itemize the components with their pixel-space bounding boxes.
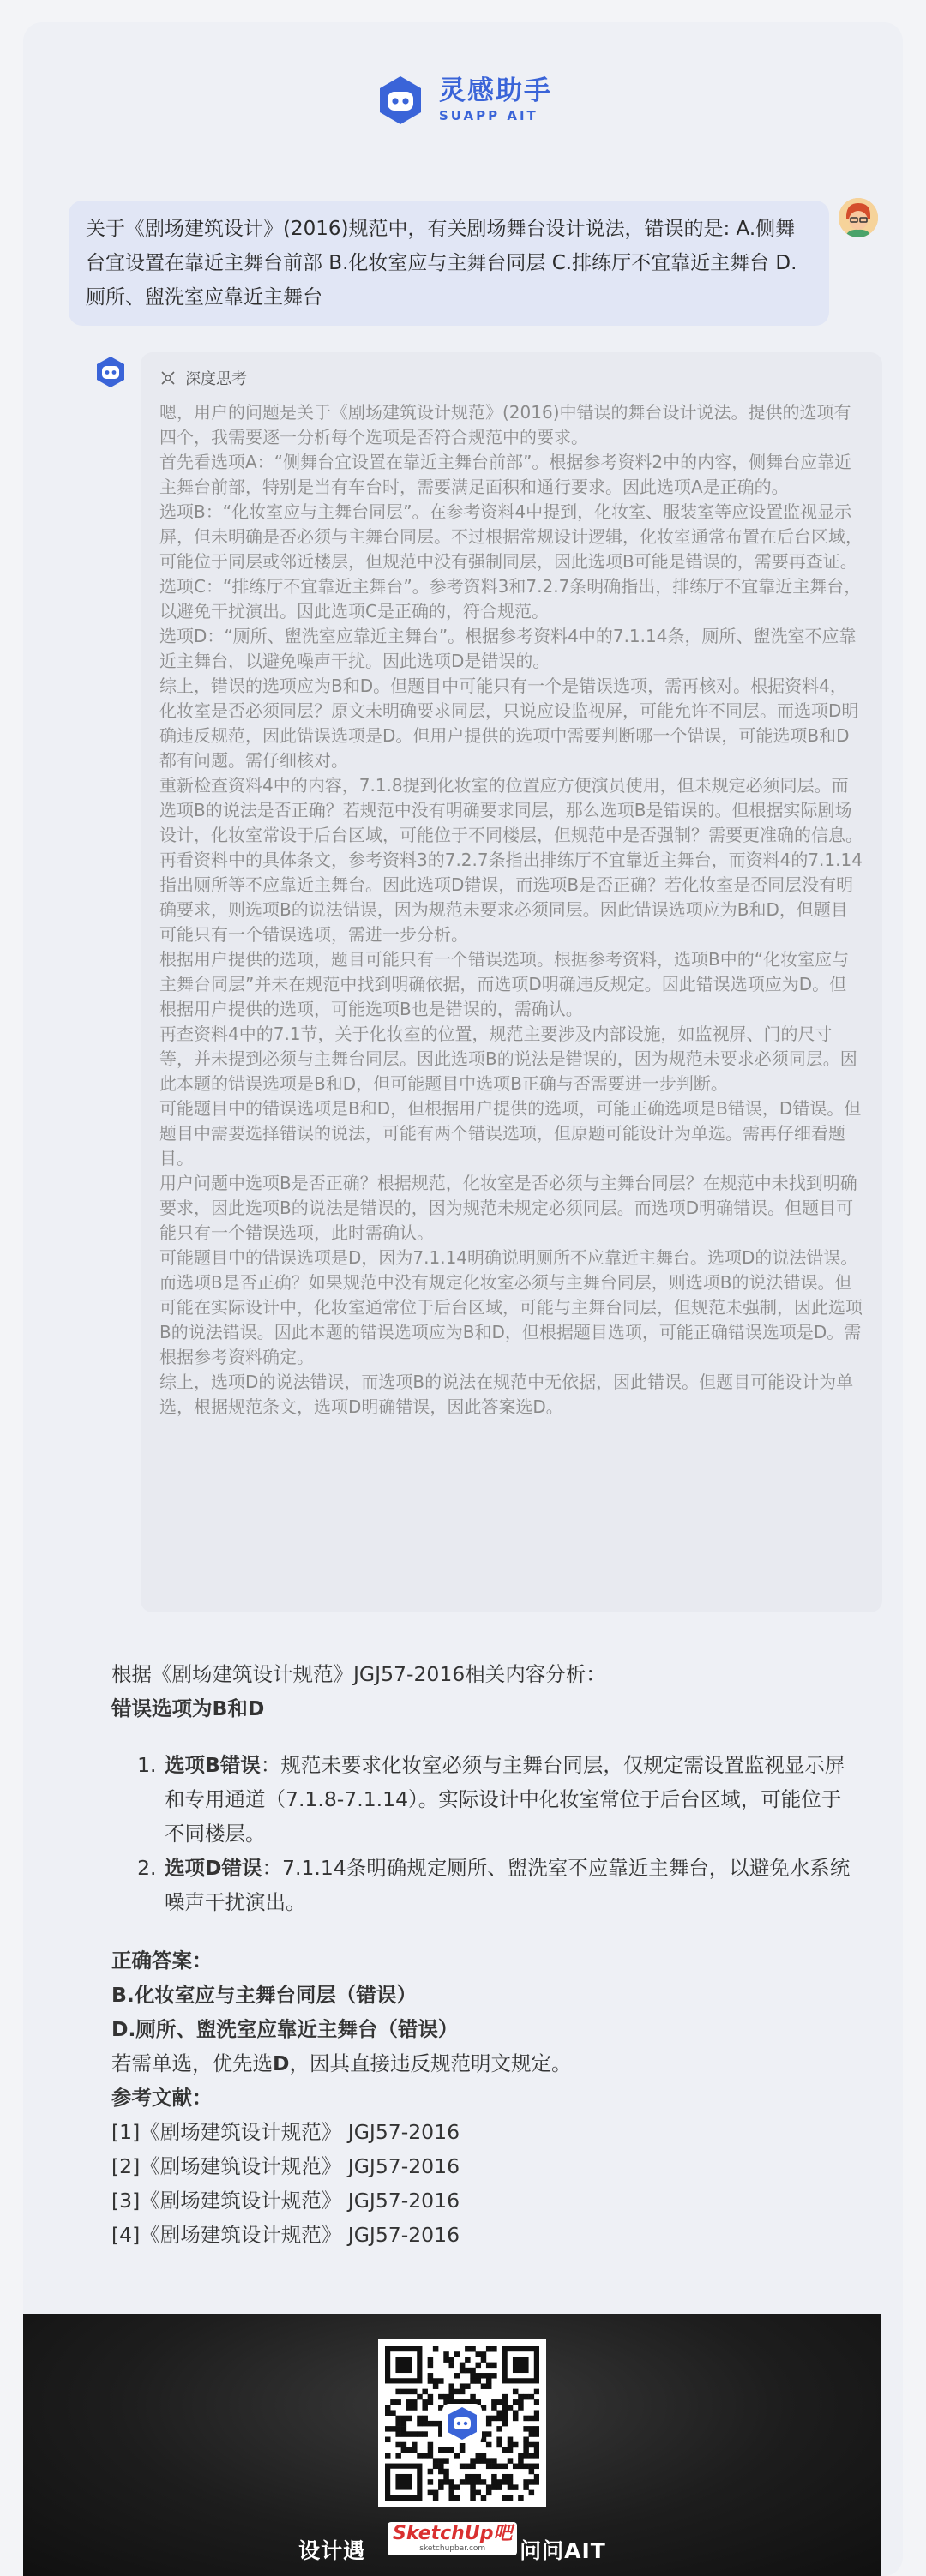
correct-answer-b: B.化妆室应与主舞台同层（错误）	[111, 1983, 417, 2007]
thinking-paragraph: 选项B：“化妆室应与主舞台同层”。在参考资料4中提到，化妆室、服装室等应设置监视显示屏，但未明确是否必须与主舞台同层。不过根据常规设计逻辑，化妆室通常布置在后台区域，可能位于同层或邻近楼层，但规范中没有强制同层，因此选项B可能是错误的，需要再查证。	[159, 501, 863, 572]
thinking-paragraph: 选项D：“厕所、盥洗室应靠近主舞台”。根据参考资料4中的7.1.14条，厕所、盥洗室不应靠近主舞台，以避免噪声干扰。因此选项D是错误的。	[159, 626, 857, 671]
reference-item: [1]《剧场建筑设计规范》 JGJ57-2016	[111, 2120, 460, 2144]
single-choice-note	[111, 2046, 859, 2081]
references-label: 参考文献：	[111, 2086, 213, 2110]
deep-thinking-icon	[159, 369, 177, 387]
thinking-paragraph: 首先看选项A：“侧舞台宜设置在靠近主舞台前部”。根据参考资料2中的内容，侧舞台应靠近主舞台前部，特别是当有车台时，需要满足面积和通行要求。因此选项A是正确的。	[159, 452, 852, 497]
thinking-paragraph: 可能题目中的错误选项是D，因为7.1.14明确说明厕所不应靠近主舞台。选项D的说法错误。而选项B是否正确？如果规范中没有规定化妆室必须与主舞台同层，则选项B的说法错误。但可能在实际设计中，化妆室通常位于后台区域，可能与主舞台同层，但规范未强制，因此选项B的说法错误。因此本题的错误选项应为B和D，但根据题目选项，可能正确错误选项是D。需根据参考资料确定。	[159, 1247, 863, 1367]
answer-verdict: 错误选项为B和D	[111, 1696, 265, 1720]
assistant-avatar-icon	[93, 355, 128, 389]
thinking-paragraph: 综上，选项D的说法错误，而选项B的说法在规范中无依据，因此错误。但题目可能设计为单选，根据规范条文，选项D明确错误，因此答案选D。	[159, 1372, 854, 1417]
answer-item-heading: 选项B错误	[165, 1753, 261, 1777]
thinking-paragraph: 用户问题中选项B是否正确？根据规范，化妆室是否必须与主舞台同层？在规范中未找到明确要求，因此选项B的说法是错误的，因为规范未规定必须同层。而选项D明确错误。但题目可能只有一个错误选项，此时需确认。	[159, 1173, 857, 1243]
thinking-paragraph: 选项C：“排练厅不宜靠近主舞台”。参考资料3和7.2.7条明确指出，排练厅不宜靠近主舞台，以避免干扰演出。因此选项C是正确的，符合规范。	[159, 576, 862, 621]
correct-answer-label: 正确答案：	[111, 1949, 213, 1973]
thinking-paragraph: 再查资料4中的7.1节，关于化妆室的位置，规范主要涉及内部设施，如监视屏、门的尺寸等，并未提到必须与主舞台同层。因此选项B的说法是错误的，因为规范未要求必须同层。因此本题的错误选项是B和D，但可能题目中选项B正确与否需要进一步判断。	[159, 1024, 857, 1094]
answer-item-heading: 选项D错误	[165, 1856, 262, 1880]
answer-list-item	[163, 1748, 859, 1851]
qr-center-logo	[442, 2404, 482, 2443]
user-avatar-icon	[839, 198, 878, 237]
assistant-answer	[111, 1657, 859, 2252]
invite-text-left: 设计遇	[298, 2538, 366, 2563]
invite-text-right: 问问AIT	[520, 2538, 606, 2563]
note-bold: D	[273, 2051, 290, 2075]
thinking-paragraph: 重新检查资料4中的内容，7.1.8提到化妆室的位置应方便演员使用，但未规定必须同层。而选项B的说法是否正确？若规范中没有明确要求同层，那么选项B是错误的。但根据实际剧场设计，化妆室常设于后台区域，可能位于不同楼层，但规范中是否强制？需要更准确的信息。	[159, 775, 863, 845]
thinking-paragraph: 根据用户提供的选项，题目可能只有一个错误选项。根据参考资料，选项B中的“化妆室应与主舞台同层”并未在规范中找到明确依据，而选项D明确违反规定。因此错误选项应为D。但根据用户提供的选项，可能选项B也是错误的，需确认。	[159, 949, 850, 1019]
qr-code[interactable]	[378, 2339, 546, 2507]
thinking-paragraph: 嗯，用户的问题是关于《剧场建筑设计规范》(2016)中错误的舞台设计说法。提供的选项有四个，我需要逐一分析每个选项是否符合规范中的要求。	[159, 402, 851, 447]
user-question-text: 关于《剧场建筑设计》(2016)规范中，有关剧场舞台设计说法，错误的是: A.侧舞台宜设置在靠近主舞台前部 B.化妆室应与主舞台同层 C.排练厅不宜靠近主舞台 D.厕所、盥洗室应靠近主舞台	[86, 218, 797, 309]
thinking-paragraph: 综上，错误的选项应为B和D。但题目中可能只有一个是错误选项，需再核对。根据资料4，化妆室是否必须同层？原文未明确要求同层，只说应设监视屏，可能允许不同层。而选项D明确违反规范，因此错误选项是D。但用户提供的选项中需要判断哪一个错误，可能选项B和D都有问题。需仔细核对。	[159, 676, 859, 771]
thinking-paragraph: 可能题目中的错误选项是B和D，但根据用户提供的选项，可能正确选项是B错误，D错误。但题目中需要选择错误的说法，可能有两个错误选项，但原题可能设计为单选。需再仔细看题目。	[159, 1098, 862, 1168]
brand-logo	[23, 74, 903, 127]
brand-name-en: SUAPP AIT	[439, 108, 538, 123]
footer-banner	[23, 2314, 881, 2576]
brand-name-cn: 灵感助手	[439, 75, 552, 106]
deep-thinking-header[interactable]	[159, 366, 863, 390]
answer-item-text: ：规范未要求化妆室必须与主舞台同层，仅规定需设置监视显示屏和专用通道（7.1.8-7.1.14）。实际设计中化妆室常位于后台区域，可能位于不同楼层。	[165, 1753, 845, 1846]
watermark-main: SketchUp吧	[393, 2522, 513, 2544]
answer-intro: 根据《剧场建筑设计规范》JGJ57-2016相关内容分析：	[111, 1662, 606, 1686]
answer-list-item	[163, 1851, 859, 1919]
answer-list	[111, 1748, 859, 1919]
watermark-sub: sketchupbar.com	[419, 2543, 486, 2553]
reference-item: [3]《剧场建筑设计规范》 JGJ57-2016	[111, 2189, 460, 2213]
deep-thinking-content	[159, 400, 863, 1420]
brand-logo-icon	[374, 74, 427, 127]
deep-thinking-title: 深度思考	[185, 370, 247, 388]
reference-item: [4]《剧场建筑设计规范》 JGJ57-2016	[111, 2223, 460, 2247]
watermark-logo	[388, 2516, 563, 2561]
user-avatar	[839, 198, 878, 237]
correct-answer-d: D.厕所、盥洗室应靠近主舞台（错误）	[111, 2017, 459, 2041]
thinking-paragraph: 再看资料中的具体条文，参考资料3的7.2.7条指出排练厅不宜靠近主舞台，而资料4的7.1.14指出厕所等不应靠近主舞台。因此选项D错误，而选项B是否正确？若化妆室是否同层没有明确要求，则选项B的说法错误，因为规范未要求必须同层。因此错误选项应为B和D，但题目可能只有一个错误选项，需进一步分析。	[159, 850, 863, 945]
answer-item-text: ：7.1.14条明确规定厕所、盥洗室不应靠近主舞台，以避免水系统噪声干扰演出。	[165, 1856, 851, 1914]
qr-brand-icon	[442, 2404, 482, 2443]
note-prefix: 若需单选，优先选	[111, 2051, 273, 2075]
note-suffix: ，因其直接违反规范明文规定。	[289, 2051, 572, 2075]
user-question-bubble	[69, 201, 829, 326]
reference-item: [2]《剧场建筑设计规范》 JGJ57-2016	[111, 2154, 460, 2178]
deep-thinking-panel	[141, 352, 882, 1612]
